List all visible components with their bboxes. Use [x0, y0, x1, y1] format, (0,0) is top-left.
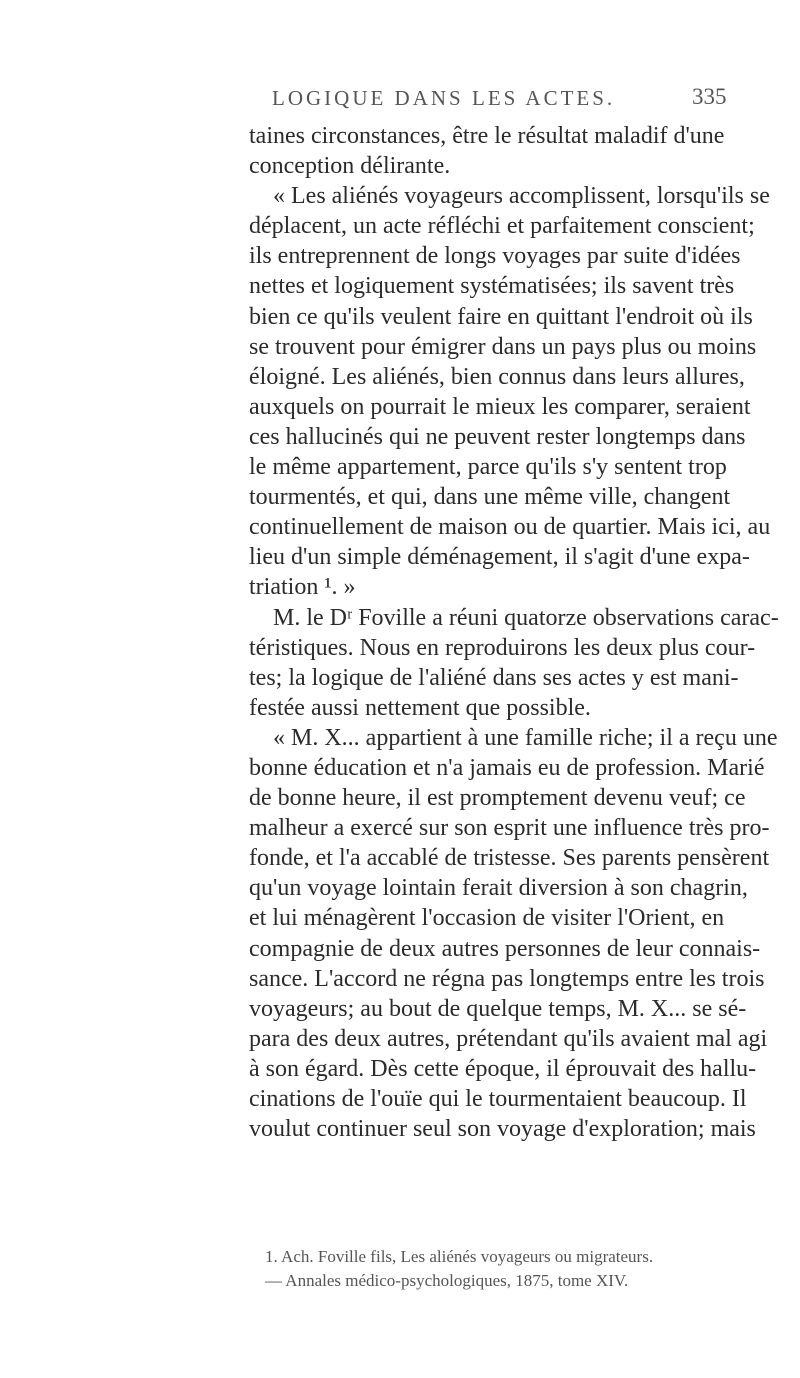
text-line: bonne éducation et n'a jamais eu de profession. Marié: [249, 754, 765, 781]
text-line: compagnie de deux autres personnes de leur connais-: [249, 935, 761, 962]
text-line: fonde, et l'a accablé de tristesse. Ses parents pensèrent: [249, 845, 770, 872]
text-line: lieu d'un simple déménagement, il s'agit d'une expa-: [249, 544, 750, 571]
text-line: « M. X... appartient à une famille riche; il a reçu une: [273, 724, 778, 751]
text-line: malheur a exercé sur son esprit une influence très pro-: [249, 815, 770, 842]
text-line: conception délirante.: [249, 153, 451, 180]
text-line: voyageurs; au bout de quelque temps, M. X... se sé-: [249, 995, 747, 1022]
text-line: ces hallucinés qui ne peuvent rester longtemps dans: [249, 423, 746, 450]
running-head: LOGIQUE DANS LES ACTES.: [272, 86, 616, 110]
text-line: le même appartement, parce qu'ils s'y sentent trop: [249, 454, 727, 481]
text-line: auxquels on pourrait le mieux les comparer, seraient: [249, 393, 751, 420]
footnotes: [265, 1245, 720, 1293]
page-number: 335: [692, 84, 727, 109]
text-line: qu'un voyage lointain ferait diversion à son chagrin,: [249, 875, 748, 902]
text-line: téristiques. Nous en reproduirons les deux plus cour-: [249, 634, 756, 661]
text-line: se trouvent pour émigrer dans un pays plus ou moins: [249, 333, 757, 360]
text-line: bien ce qu'ils veulent faire en quittant l'endroit où ils: [249, 303, 753, 330]
text-line: éloigné. Les aliénés, bien connus dans leurs allures,: [249, 363, 745, 390]
text-line: taines circonstances, être le résultat maladif d'une: [249, 123, 725, 149]
text-line: triation ¹. »: [249, 574, 356, 601]
text-line: voulut continuer seul son voyage d'exploration; mais: [249, 1116, 756, 1143]
footnote-line: — Annales médico-psychologiques, 1875, tome XIV.: [265, 1271, 629, 1290]
text-line: festée aussi nettement que possible.: [249, 694, 591, 721]
text-line: et lui ménagèrent l'occasion de visiter l'Orient, en: [249, 905, 725, 932]
text-line: cinations de l'ouïe qui le tourmentaient beaucoup. Il: [249, 1086, 747, 1112]
text-line: « Les aliénés voyageurs accomplissent, lorsqu'ils se: [273, 183, 770, 210]
footnote-line: 1. Ach. Foville fils, Les aliénés voyageurs ou migrateurs.: [265, 1247, 654, 1266]
text-line: tes; la logique de l'aliéné dans ses actes y est mani-: [249, 664, 739, 691]
text-line: à son égard. Dès cette époque, il éprouvait des hallu-: [249, 1055, 757, 1082]
text-line: nettes et logiquement systématisées; ils savent très: [249, 273, 735, 300]
text-line: para des deux autres, prétendant qu'ils avaient mal agi: [249, 1025, 768, 1052]
text-line: ils entreprennent de longs voyages par suite d'idées: [249, 243, 741, 270]
text-line: continuellement de maison ou de quartier. Mais ici, au: [249, 514, 771, 541]
text-line: sance. L'accord ne régna pas longtemps entre les trois: [249, 965, 765, 992]
body-text: [249, 121, 779, 1144]
text-line: tourmentés, et qui, dans une même ville, changent: [249, 484, 731, 511]
text-line: déplacent, un acte réfléchi et parfaitement conscient;: [249, 213, 755, 240]
text-line: M. le Dʳ Foville a réuni quatorze observations carac-: [273, 604, 779, 631]
text-line: de bonne heure, il est promptement devenu veuf; ce: [249, 785, 746, 812]
